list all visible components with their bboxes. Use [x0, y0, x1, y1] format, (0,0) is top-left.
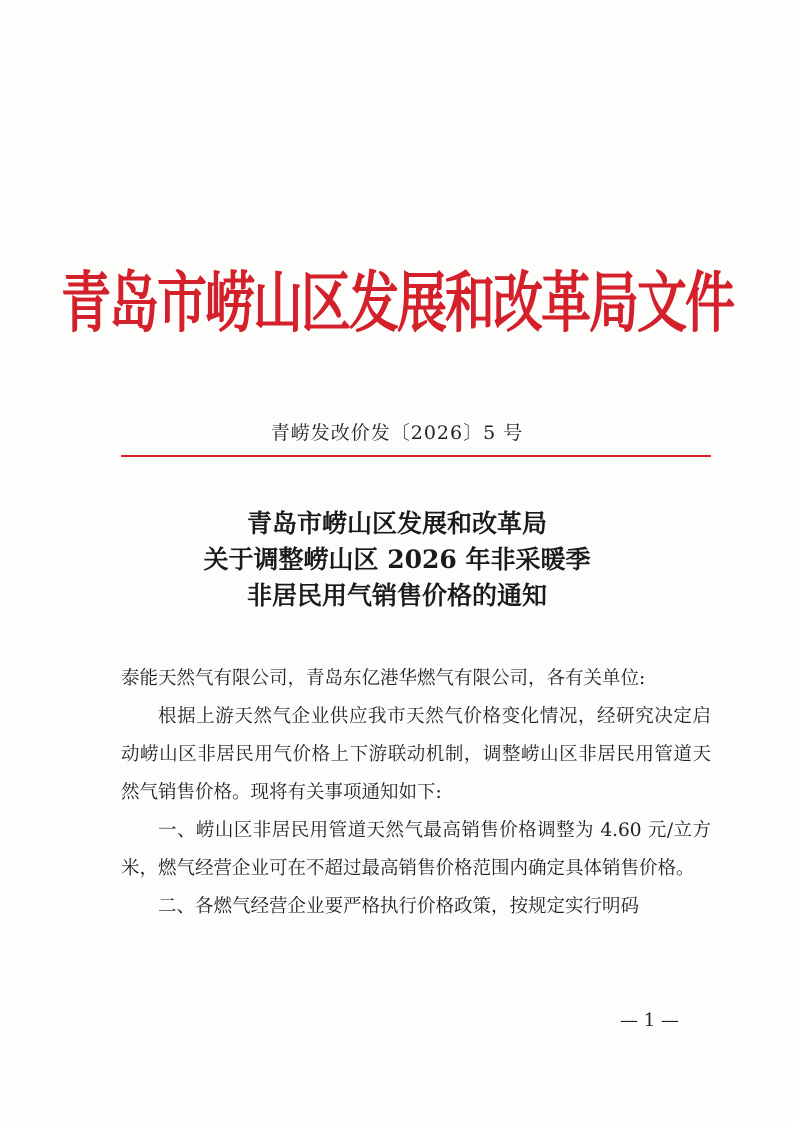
body-paragraph-2: 一、崂山区非居民用管道天然气最高销售价格调整为 4.60 元/立方米，燃气经营企业可在不超过最高销售价格范围内确定具体销售价格。 [121, 820, 711, 879]
body-paragraph-1: 根据上游天然气企业供应我市天然气价格变化情况，经研究决定启动崂山区非居民用气价格上下游联动机制，调整崂山区非居民用管道天然气销售价格。现将有关事项通知如下: [121, 706, 711, 803]
page-number: — 1 — [620, 1010, 679, 1031]
red-separator-line [121, 455, 711, 457]
title-line-1: 青岛市崂山区发展和改革局 [246, 509, 547, 538]
title-line-2: 关于调整崂山区 2026 年非采暖季 [203, 545, 591, 574]
body-paragraph-3: 二、各燃气经营企业要严格执行价格政策，按规定实行明码 [158, 896, 640, 917]
document-masthead: 青岛市崂山区发展和改革局文件 [61, 264, 733, 342]
addressee-line: 泰能天然气有限公司，青岛东亿港华燃气有限公司，各有关单位: [121, 668, 646, 689]
title-line-3: 非居民用气销售价格的通知 [246, 581, 547, 610]
document-number: 青崂发改价发〔2026〕5 号 [270, 422, 524, 444]
document-title [0, 506, 794, 614]
document-body [121, 660, 711, 926]
